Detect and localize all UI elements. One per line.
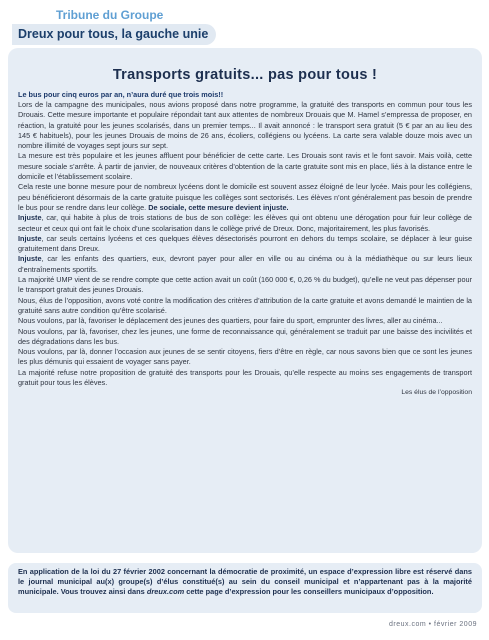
paragraph-text: Cela reste une bonne mesure pour de nombreux lycéens dont le domicile est souvent assez éloigné de leur lycée. Mais pour les collégiens, peu bénéficieront désormais de la carte gratuite puisque les collèges sont sectorisés. Les élèves n’ont généralement pas besoin de prendre le bus pour se rendre dans leur collège.: [18, 182, 472, 212]
group-header: [12, 8, 242, 45]
keyword: Injuste: [18, 254, 42, 264]
paragraph: La majorité UMP vient de se rendre compte que cette action avait un coût (160 000 €, 0,26 % du budget), qu’elle ne veut pas dépenser pour le transport gratuit des jeunes Drouais.: [18, 275, 472, 295]
legal-notice: [8, 563, 482, 613]
keyword: Injuste: [18, 233, 42, 243]
paragraph: [18, 213, 472, 234]
paragraph: Lors de la campagne des municipales, nous avions proposé dans notre programme, la gratuité des transports en commun pour tous les Drouais. Cette mesure importante et populaire répondait tant aux attentes de nombreux Drouais que M. Hamel s’empressa de proposer, en réaction, la gratuité pour les jeunes scolarisés, dans un premier temps... Il avait annoncé : le transport sera gratuit (5 € par an au lieu des 145 € habituels), pour les jeunes Drouais de moins de 26 ans, écoliers, collégiens ou lycéens. La carte sera valable douze mois avec un nombre illimité de voyages sept jours sur sept.: [18, 100, 472, 151]
paragraph-text: , car, qui habite à plus de trois stations de bus de son collège: les élèves qui ont obtenu une dérogation pour fuir leur collège de secteur et ceux qui ont fait le choix d’une scolarisation dans le collège privé de Dreux. Donc, majoritairement, les plus favorisés.: [18, 213, 472, 233]
paragraph: Nous voulons, par là, favoriser, chez les jeunes, une forme de reconnaissance qui, généralement se traduit par une baisse des incivilités et des dégradations dans les bus.: [18, 326, 472, 346]
group-label: Tribune du Groupe: [56, 8, 164, 22]
group-name-banner: Dreux pour tous, la gauche unie: [12, 24, 216, 45]
legal-text: cette page d’expression pour les conseillers municipaux d’opposition.: [184, 587, 434, 597]
site-name: dreux.com: [146, 587, 185, 597]
paragraph: [18, 234, 472, 255]
paragraph: Nous voulons, par là, favoriser le déplacement des jeunes des quartiers, pour faire du sport, emprunter des livres, aller au cinéma...: [18, 316, 443, 326]
paragraph: La mesure est très populaire et les jeunes affluent pour bénéficier de cette carte. Les Drouais sont ravis et le font savoir. Mais voilà, cette mesure sociale s’arrête. À partir de janvier, de nouveaux critères d’obtention de la carte gratuite sont mis en place, liés à la distance entre le domicile et l’établissement scolaire.: [18, 151, 472, 182]
article-title: Transports gratuits... pas pour tous !: [112, 67, 378, 83]
paragraph: [18, 182, 472, 213]
paragraph: La majorité refuse notre proposition de gratuité des transports pour les Drouais, qu’elle respecte au moins ses engagements de transport gratuit pour tous les élèves.: [18, 367, 472, 388]
article-body: [18, 100, 472, 396]
paragraph-text: , car les enfants des quartiers, eux, devront payer pour aller en ville ou au cinéma ou à la médiathèque ou sur leurs lieux d’entraînements sportifs.: [18, 254, 472, 274]
signature: Les élus de l’opposition: [401, 389, 472, 397]
article-panel: [8, 48, 482, 553]
paragraph: Nous, élus de l’opposition, avons voté contre la modification des critères d’attribution de la carte gratuite et avons demandé le maintien de la gratuité sans autre condition qu’être scolarisé.: [18, 295, 472, 315]
emphasis-text: De sociale, cette mesure devient injuste.: [148, 202, 289, 212]
article-lead: Le bus pour cinq euros par an, n’aura duré que trois mois!!: [18, 90, 224, 99]
legal-text: En application de la loi du 27 février 2002 concernant la démocratie de proximité, un espace d’expression libre est réservé dans le journal municipal au(x) groupe(s) d’élus constitué(s) au sein du conseil municipal et n’appartenant pas à la majorité municipale. Vous trouvez ainsi dans: [18, 567, 472, 597]
paragraph-text: , car seuls certains lycéens et ces quelques élèves désectorisés pourront en dehors du temps scolaire, se déplacer à leur guise gratuitement dans Dreux.: [18, 233, 472, 254]
page-footer: dreux.com • février 2009: [389, 621, 477, 628]
paragraph: Nous voulons, par là, donner l’occasion aux jeunes de se sentir citoyens, fiers d’être en règle, car nous savons bien que ce sont les jeunes les plus démunis qui essaient de voyager sans payer.: [18, 347, 472, 367]
paragraph: [18, 254, 472, 275]
keyword: Injuste: [18, 213, 42, 223]
